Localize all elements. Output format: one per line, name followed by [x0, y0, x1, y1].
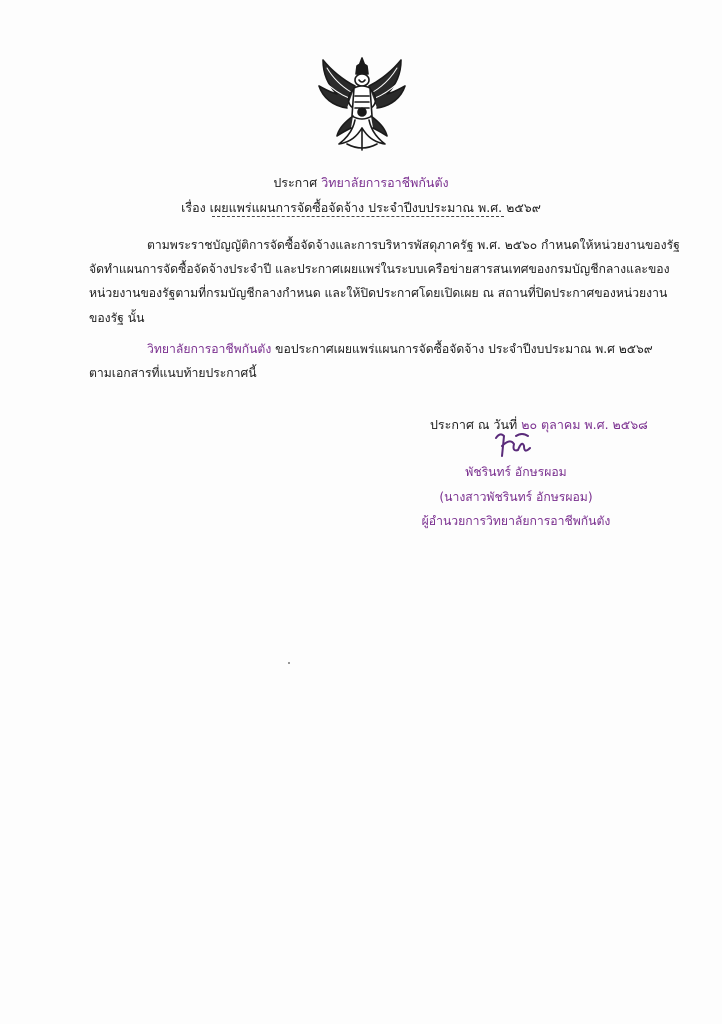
- announcement-prefix: ประกาศ: [273, 175, 318, 190]
- body-paragraph-1: [89, 233, 680, 330]
- announcement-subject: เรื่อง เผยแพร่แผนการจัดซื้อจัดจ้าง ประจำปีงบประมาณ พ.ศ. ๒๕๖๙: [181, 200, 541, 215]
- garuda-emblem-icon: [317, 56, 407, 154]
- paragraph-2-text: ขอประกาศเผยแพร่แผนการจัดซื้อจัดจ้าง ประจำปีงบประมาณ พ.ศ ๒๕๖๙: [271, 342, 653, 356]
- paragraph-1-line: ของรัฐ นั้น: [89, 310, 145, 325]
- signatory-position: ผู้อำนวยการวิทยาลัยการอาชีพกันตัง: [421, 514, 611, 528]
- signatory-full-name: (นางสาวพัชรินทร์ อักษรผอม): [439, 489, 593, 504]
- paragraph-2-line-2: ตามเอกสารที่แนบท้ายประกาศนี้: [89, 366, 257, 381]
- body-paragraph-2: [89, 337, 653, 385]
- date-prefix: ประกาศ ณ วันที่: [430, 417, 522, 432]
- stray-mark: [288, 662, 290, 664]
- organization-name: วิทยาลัยการอาชีพกันตัง: [321, 175, 449, 190]
- paragraph-2-organization: วิทยาลัยการอาชีพกันตัง: [147, 342, 272, 356]
- announcement-date: [430, 415, 648, 435]
- dashed-divider: [212, 216, 504, 217]
- paragraph-1-line: หน่วยงานของรัฐตามที่กรมบัญชีกลางกำหนด และให้ปิดประกาศโดยเปิดเผย ณ สถานที่ปิดประกาศของหน่วยงาน: [89, 286, 668, 301]
- handwritten-signature: [490, 430, 536, 460]
- signatory-signature-name: พัชรินทร์ อักษรผอม: [465, 465, 567, 479]
- date-value: ๒๐ ตุลาคม พ.ศ. ๒๕๖๘: [521, 417, 648, 432]
- paragraph-1-line: จัดทำแผนการจัดซื้อจัดจ้างประจำปี และประกาศเผยแพร่ในระบบเครือข่ายสารสนเทศของกรมบัญชีกลางและของ: [89, 262, 670, 277]
- signatory-block: [396, 460, 636, 534]
- paragraph-1-line: ตามพระราชบัญญัติการจัดซื้อจัดจ้างและการบริหารพัสดุภาครัฐ พ.ศ. ๒๕๖๐ กำหนดให้หน่วยงานของรัฐ: [147, 238, 680, 252]
- announcement-title: [0, 173, 722, 193]
